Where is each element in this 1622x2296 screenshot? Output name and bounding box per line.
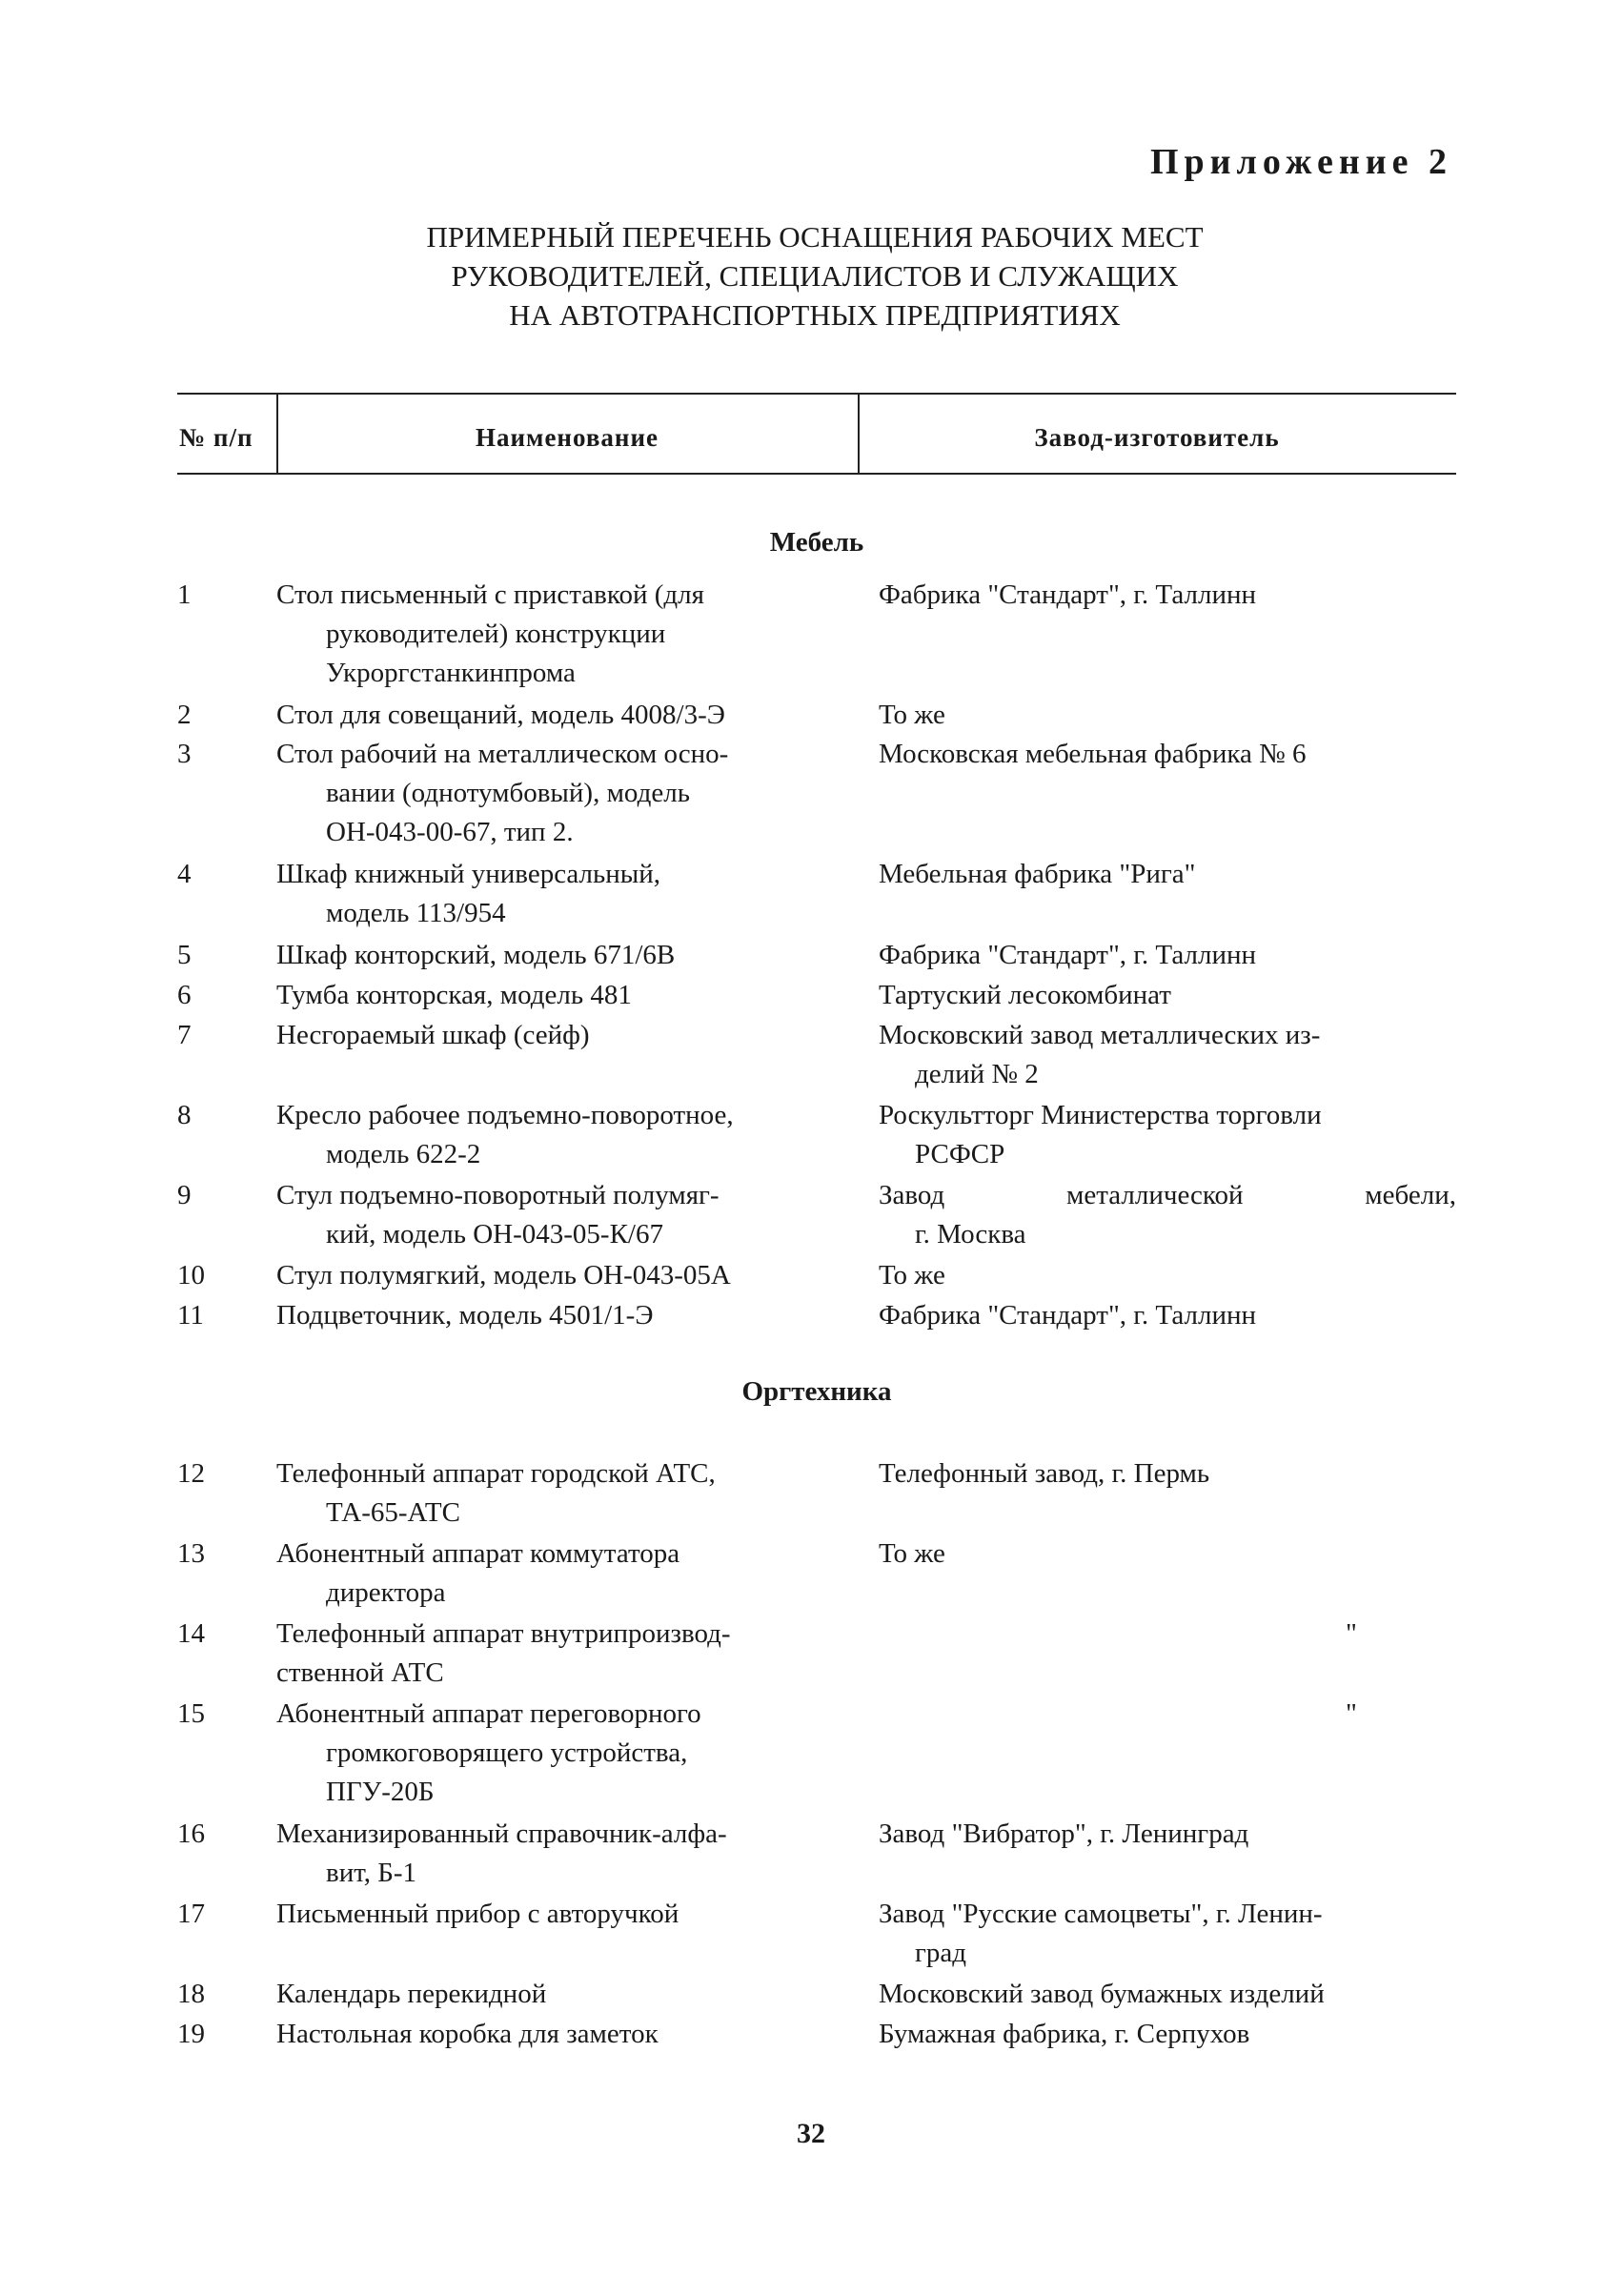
name-line: Телефонный аппарат городской АТС,	[276, 1458, 716, 1489]
name-line: ственной АТС	[276, 1657, 444, 1688]
row-name	[276, 1615, 1039, 1693]
row-number: 1	[177, 579, 192, 610]
ditto-mark: "	[1346, 1618, 1357, 1649]
header-name: Наименование	[476, 423, 659, 452]
name-line: модель 622-2	[326, 1139, 481, 1169]
row-maker	[879, 1534, 1456, 1574]
name-line: ОН-043-00-67, тип 2.	[326, 817, 574, 847]
row-maker	[879, 936, 1456, 975]
name-line: Кресло рабочее подъемно-поворотное,	[276, 1100, 734, 1130]
title-line: ПРИМЕРНЫЙ ПЕРЕЧЕНЬ ОСНАЩЕНИЯ РАБОЧИХ МЕСТ	[426, 220, 1204, 254]
maker-line-justified	[879, 1176, 1456, 1215]
row-maker	[879, 1975, 1456, 2014]
row-number: 3	[177, 739, 192, 769]
row-maker	[879, 576, 1456, 615]
maker-line: град	[915, 1938, 967, 1968]
name-line: Укроргстанкинпрома	[326, 658, 576, 688]
row-maker	[879, 735, 1456, 774]
row-number: 7	[177, 1020, 192, 1050]
name-line: Шкаф конторский, модель 671/6В	[276, 940, 676, 970]
name-line: Стул полумягкий, модель ОН-043-05А	[276, 1260, 731, 1290]
header-num: № п/п	[179, 423, 253, 452]
maker-word: Завод	[879, 1180, 945, 1210]
name-line: Стул подъемно-поворотный полумяг-	[276, 1180, 720, 1210]
maker-line: Фабрика "Стандарт", г. Таллинн	[879, 940, 1257, 970]
table-row	[177, 576, 1456, 693]
row-number: 19	[177, 2019, 205, 2049]
section-title-furniture: Мебель	[769, 527, 864, 558]
ditto-mark: "	[1346, 1698, 1357, 1729]
row-number: 6	[177, 980, 192, 1010]
maker-line: Роскультторг Министерства торговли	[879, 1100, 1322, 1130]
name-line: Календарь перекидной	[276, 1979, 547, 2009]
maker-line: Фабрика "Стандарт", г. Таллинн	[879, 1300, 1257, 1331]
row-maker	[879, 696, 1456, 735]
row-number: 14	[177, 1618, 205, 1649]
row-maker	[879, 1096, 1456, 1174]
row-maker	[879, 1296, 1456, 1335]
row-number: 12	[177, 1458, 205, 1489]
maker-line: То же	[879, 1538, 945, 1569]
row-maker	[879, 976, 1456, 1015]
maker-word: металлической	[1066, 1180, 1244, 1210]
row-maker	[879, 1256, 1456, 1295]
header-maker: Завод-изготовитель	[1034, 423, 1280, 452]
maker-line: Московский завод бумажных изделий	[879, 1979, 1325, 2009]
row-number: 15	[177, 1698, 205, 1729]
name-line: Подцветочник, модель 4501/1-Э	[276, 1300, 654, 1331]
row-name	[276, 1695, 1039, 1812]
name-line: Абонентный аппарат коммутатора	[276, 1538, 680, 1569]
row-maker	[879, 1815, 1456, 1854]
page-number: 32	[797, 2118, 825, 2149]
row-maker	[879, 1176, 1456, 1254]
name-line: Механизированный справочник-алфа-	[276, 1819, 727, 1849]
name-line: Письменный прибор с авторучкой	[276, 1899, 679, 1929]
appendix-label: Приложение 2	[1149, 142, 1452, 182]
maker-line: Фабрика "Стандарт", г. Таллинн	[879, 579, 1257, 610]
maker-line: РСФСР	[915, 1139, 1005, 1169]
maker-line: Московский завод металлических из-	[879, 1020, 1321, 1050]
name-line: вит, Б-1	[326, 1858, 417, 1888]
row-number: 5	[177, 940, 192, 970]
name-line: Шкаф книжный универсальный,	[276, 859, 661, 889]
maker-line: Завод "Русские самоцветы", г. Ленин-	[879, 1899, 1323, 1929]
row-maker	[879, 2015, 1456, 2054]
title-line: РУКОВОДИТЕЛЕЙ, СПЕЦИАЛИСТОВ И СЛУЖАЩИХ	[451, 259, 1179, 293]
maker-line: делий № 2	[915, 1059, 1039, 1089]
row-number: 10	[177, 1260, 205, 1290]
row-number: 4	[177, 859, 192, 889]
name-line: Тумба конторская, модель 481	[276, 980, 632, 1010]
row-number: 17	[177, 1899, 205, 1929]
maker-line: То же	[879, 1260, 945, 1290]
name-line: директора	[326, 1577, 446, 1608]
name-line: вании (однотумбовый), модель	[326, 778, 690, 808]
maker-line: г. Москва	[915, 1219, 1026, 1250]
name-line: модель 113/954	[326, 898, 506, 928]
row-number: 11	[177, 1300, 204, 1331]
name-line: Абонентный аппарат переговорного	[276, 1698, 701, 1729]
name-line: Стол для совещаний, модель 4008/3-Э	[276, 700, 725, 730]
row-number: 18	[177, 1979, 205, 2009]
row-number: 2	[177, 700, 192, 730]
section-title-office-equipment: Оргтехника	[741, 1376, 892, 1407]
row-number: 16	[177, 1819, 205, 1849]
row-number: 9	[177, 1180, 192, 1210]
maker-line: Завод "Вибратор", г. Ленинград	[879, 1819, 1249, 1849]
row-maker	[879, 1454, 1456, 1493]
name-line: Стол рабочий на металлическом осно-	[276, 739, 729, 769]
row-maker	[879, 1895, 1456, 1973]
name-line: руководителей) конструкции	[326, 619, 666, 649]
maker-line: Бумажная фабрика, г. Серпухов	[879, 2019, 1250, 2049]
title-line: НА АВТОТРАНСПОРТНЫХ ПРЕДПРИЯТИЯХ	[509, 298, 1121, 332]
row-maker	[879, 1016, 1456, 1094]
maker-line: Мебельная фабрика "Рига"	[879, 859, 1196, 889]
row-maker	[879, 855, 1456, 894]
maker-line: Московская мебельная фабрика № 6	[879, 739, 1307, 769]
name-line: Несгораемый шкаф (сейф)	[276, 1020, 590, 1050]
name-line: ПГУ-20Б	[326, 1777, 435, 1807]
document-title	[314, 217, 1315, 335]
maker-line: Телефонный завод, г. Пермь	[879, 1458, 1210, 1489]
name-line: ТА-65-АТС	[326, 1497, 460, 1528]
table-header-bottom-rule	[177, 473, 1456, 475]
name-line: Стол письменный с приставкой (для	[276, 579, 704, 610]
table-top-rule	[177, 393, 1456, 395]
maker-line: Тартуский лесокомбинат	[879, 980, 1171, 1010]
row-number: 13	[177, 1538, 205, 1569]
maker-word: мебели,	[1365, 1180, 1456, 1210]
maker-line: То же	[879, 700, 945, 730]
name-line: громкоговорящего устройства,	[326, 1737, 688, 1768]
name-line: кий, модель ОН-043-05-К/67	[326, 1219, 663, 1250]
row-number: 8	[177, 1100, 192, 1130]
name-line: Настольная коробка для заметок	[276, 2019, 659, 2049]
name-line: Телефонный аппарат внутрипроизвод-	[276, 1618, 731, 1649]
